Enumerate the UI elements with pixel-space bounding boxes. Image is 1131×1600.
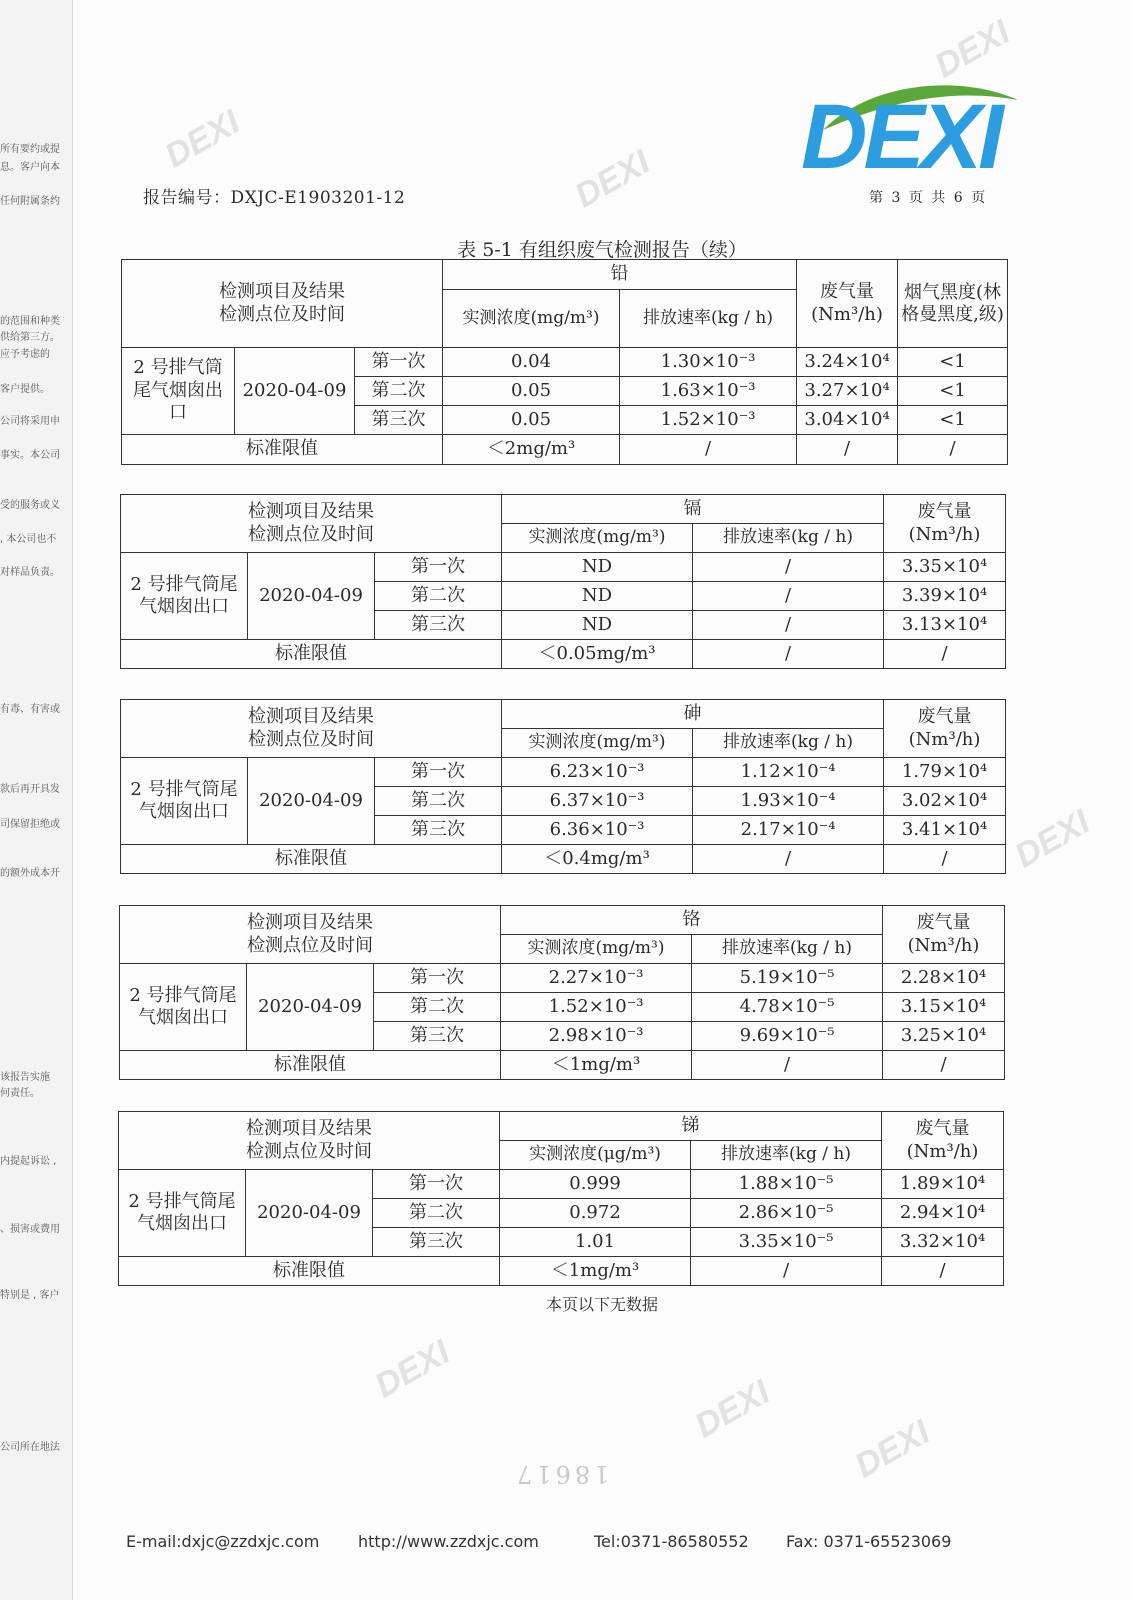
location-cell: 2 号排气筒尾气烟囱出口	[121, 553, 248, 640]
concentration-header: 实测浓度(mg/m³)	[502, 729, 693, 758]
no-more-data-note: 本页以下无数据	[545, 1295, 658, 1314]
element-name: 锑	[500, 1112, 882, 1141]
date-cell: 2020-04-09	[248, 553, 375, 640]
smoke-blackness-header: 烟气黑度(林格曼黑度,级)	[898, 260, 1008, 348]
run-label: 第二次	[374, 993, 501, 1022]
concentration-value: ND	[502, 582, 693, 611]
concentration-header: 实测浓度(mg/m³)	[443, 290, 620, 348]
rate-value: 3.35×10⁻⁵	[691, 1228, 882, 1257]
rate-value: /	[693, 582, 884, 611]
concentration-value: ND	[502, 611, 693, 640]
gas-volume-value: 3.24×10⁴	[797, 348, 898, 377]
header-cell: 检测项目及结果 检测点位及时间	[122, 260, 443, 348]
limit-gas-volume: /	[797, 435, 898, 465]
stamp-number: 18617	[513, 1460, 610, 1488]
concentration-header: 实测浓度(μg/m³)	[500, 1141, 691, 1170]
gas-volume-value: 2.94×10⁴	[882, 1199, 1004, 1228]
gas-volume-value: 3.15×10⁴	[883, 993, 1005, 1022]
gas-volume-header: 废气量 (Nm³/h)	[797, 260, 898, 348]
left-fragment-text: 有毒、有害或	[0, 704, 60, 715]
left-fragment-text: 对样品负责。	[0, 567, 60, 578]
date-cell: 2020-04-09	[246, 1170, 373, 1257]
footer-email: E-mail:dxjc@zzdxjc.com	[126, 1532, 320, 1551]
gas-volume-header: 废气量 (Nm³/h)	[883, 906, 1005, 964]
watermark: DEXI	[688, 1372, 777, 1446]
concentration-value: 1.52×10⁻³	[501, 993, 692, 1022]
location-cell: 2 号排气筒尾气烟囱出口	[122, 348, 235, 435]
header-cell: 检测项目及结果 检测点位及时间	[121, 700, 502, 758]
limit-rate: /	[691, 1257, 882, 1286]
left-fragment-text: 客户提供。	[0, 384, 50, 395]
limit-rate: /	[692, 1051, 883, 1080]
concentration-value: ND	[502, 553, 693, 582]
footer-website: http://www.zzdxjc.com	[358, 1532, 539, 1551]
run-label: 第一次	[373, 1170, 500, 1199]
footer-phone: Tel:0371-86580552	[594, 1532, 749, 1551]
rate-value: 1.52×10⁻³	[620, 406, 797, 435]
left-fragment-text: 该报告实施	[0, 1072, 50, 1083]
concentration-value: 0.04	[443, 348, 620, 377]
gas-volume-value: 3.13×10⁴	[884, 611, 1006, 640]
rate-header: 排放速率(kg / h)	[693, 524, 884, 553]
left-fragment-text: 息。客户向本	[0, 162, 60, 173]
left-fragment-text: 受的服务或义	[0, 500, 60, 511]
run-label: 第一次	[375, 758, 502, 787]
concentration-value: 0.972	[500, 1199, 691, 1228]
left-fragment-text: 供给第三方。	[0, 332, 60, 343]
blackness-value: <1	[898, 377, 1008, 406]
left-fragment-text: 特别是 , 客户	[0, 1290, 60, 1301]
concentration-header: 实测浓度(mg/m³)	[502, 524, 693, 553]
header-cell: 检测项目及结果 检测点位及时间	[119, 1112, 500, 1170]
antimony-table	[118, 1111, 1004, 1286]
date-cell: 2020-04-09	[235, 348, 355, 435]
rate-value: 1.63×10⁻³	[620, 377, 797, 406]
footer-fax: Fax: 0371-65523069	[786, 1532, 952, 1551]
left-fragment-text: 司保留拒绝或	[0, 819, 60, 830]
run-label: 第一次	[375, 553, 502, 582]
location-cell: 2 号排气筒尾气烟囱出口	[119, 1170, 246, 1257]
gas-volume-header: 废气量 (Nm³/h)	[882, 1112, 1004, 1170]
rate-value: 1.12×10⁻⁴	[693, 758, 884, 787]
concentration-value: 2.98×10⁻³	[501, 1022, 692, 1051]
gas-volume-value: 3.32×10⁴	[882, 1228, 1004, 1257]
gas-volume-value: 3.25×10⁴	[883, 1022, 1005, 1051]
arsenic-table	[120, 699, 1006, 874]
gas-volume-header: 废气量 (Nm³/h)	[884, 495, 1006, 553]
gas-volume-value: 3.04×10⁴	[797, 406, 898, 435]
left-fragment-text: 事实。本公司	[0, 450, 60, 461]
run-label: 第三次	[375, 816, 502, 845]
page-number: 第 3 页 共 6 页	[869, 190, 988, 206]
run-label: 第二次	[375, 582, 502, 611]
rate-value: 4.78×10⁻⁵	[692, 993, 883, 1022]
table-caption: 表 5-1 有组织废气检测报告（续）	[457, 239, 747, 261]
cadmium-table	[120, 494, 1006, 669]
left-fragment-text: 内提起诉讼 ,	[0, 1156, 57, 1167]
element-name: 镉	[502, 495, 884, 524]
watermark: DEXI	[1008, 802, 1097, 876]
rate-value: 2.17×10⁻⁴	[693, 816, 884, 845]
concentration-value: 0.999	[500, 1170, 691, 1199]
watermark: DEXI	[568, 142, 657, 216]
dexi-logo	[793, 70, 1033, 180]
rate-value: 5.19×10⁻⁵	[692, 964, 883, 993]
rate-value: /	[693, 611, 884, 640]
limit-label: 标准限值	[122, 435, 443, 465]
limit-concentration: ＜1mg/m³	[501, 1051, 692, 1080]
run-label: 第一次	[355, 348, 443, 377]
limit-rate: /	[693, 640, 884, 669]
blackness-value: <1	[898, 406, 1008, 435]
location-cell: 2 号排气筒尾气烟囱出口	[120, 964, 247, 1051]
limit-gas-volume: /	[882, 1257, 1004, 1286]
report-number: 报告编号：DXJC-E1903201-12	[143, 188, 406, 208]
run-label: 第三次	[373, 1228, 500, 1257]
element-name: 砷	[502, 700, 884, 729]
concentration-value: 0.05	[443, 377, 620, 406]
limit-gas-volume: /	[883, 1051, 1005, 1080]
rate-header: 排放速率(kg / h)	[693, 729, 884, 758]
gas-volume-value: 3.35×10⁴	[884, 553, 1006, 582]
left-fragment-text: 应予考虑的	[0, 349, 50, 360]
rate-value: 1.93×10⁻⁴	[693, 787, 884, 816]
limit-label: 标准限值	[121, 845, 502, 874]
limit-concentration: ＜1mg/m³	[500, 1257, 691, 1286]
rate-value: 1.88×10⁻⁵	[691, 1170, 882, 1199]
rate-header: 排放速率(kg / h)	[692, 935, 883, 964]
run-label: 第二次	[373, 1199, 500, 1228]
gas-volume-value: 3.02×10⁴	[884, 787, 1006, 816]
run-label: 第三次	[375, 611, 502, 640]
limit-concentration: ＜0.4mg/m³	[502, 845, 693, 874]
location-cell: 2 号排气筒尾气烟囱出口	[121, 758, 248, 845]
run-label: 第二次	[355, 377, 443, 406]
concentration-value: 6.36×10⁻³	[502, 816, 693, 845]
rate-value: 9.69×10⁻⁵	[692, 1022, 883, 1051]
limit-concentration: ＜0.05mg/m³	[502, 640, 693, 669]
limit-rate: /	[620, 435, 797, 465]
chromium-table	[119, 905, 1005, 1080]
previous-page-strip	[0, 0, 73, 1600]
gas-volume-value: 1.79×10⁴	[884, 758, 1006, 787]
lead-table	[121, 259, 1008, 465]
rate-header: 排放速率(kg / h)	[691, 1141, 882, 1170]
run-label: 第三次	[374, 1022, 501, 1051]
gas-volume-value: 3.39×10⁴	[884, 582, 1006, 611]
gas-volume-value: 1.89×10⁴	[882, 1170, 1004, 1199]
gas-volume-value: 2.28×10⁴	[883, 964, 1005, 993]
run-label: 第一次	[374, 964, 501, 993]
rate-header: 排放速率(kg / h)	[620, 290, 797, 348]
header-cell: 检测项目及结果 检测点位及时间	[121, 495, 502, 553]
left-fragment-text: 公司所在地法	[0, 1442, 60, 1453]
left-fragment-text: 的额外成本开	[0, 868, 60, 879]
element-name: 铅	[443, 260, 797, 290]
blackness-value: <1	[898, 348, 1008, 377]
element-name: 铬	[501, 906, 883, 935]
left-fragment-text: 款后再开具发	[0, 784, 60, 795]
concentration-value: 6.23×10⁻³	[502, 758, 693, 787]
rate-value: 2.86×10⁻⁵	[691, 1199, 882, 1228]
left-fragment-text: 、损害或费用	[0, 1224, 60, 1235]
date-cell: 2020-04-09	[248, 758, 375, 845]
concentration-value: 0.05	[443, 406, 620, 435]
report-page	[73, 0, 1131, 1600]
watermark: DEXI	[848, 1412, 937, 1486]
left-fragment-text: 任何附属条约	[0, 196, 60, 207]
limit-label: 标准限值	[119, 1257, 500, 1286]
left-fragment-text: 的范围和种类	[0, 316, 60, 327]
limit-rate: /	[693, 845, 884, 874]
concentration-value: 6.37×10⁻³	[502, 787, 693, 816]
watermark: DEXI	[368, 1332, 457, 1406]
svg-text:DEXI: DEXI	[801, 86, 1000, 180]
rate-value: 1.30×10⁻³	[620, 348, 797, 377]
limit-label: 标准限值	[121, 640, 502, 669]
date-cell: 2020-04-09	[247, 964, 374, 1051]
left-fragment-text: 所有要约或提	[0, 144, 60, 155]
limit-gas-volume: /	[884, 845, 1006, 874]
gas-volume-value: 3.41×10⁴	[884, 816, 1006, 845]
run-label: 第二次	[375, 787, 502, 816]
left-fragment-text: , 本公司也不	[0, 534, 57, 545]
limit-gas-volume: /	[884, 640, 1006, 669]
left-fragment-text: 何责任。	[0, 1088, 40, 1099]
gas-volume-header: 废气量 (Nm³/h)	[884, 700, 1006, 758]
watermark: DEXI	[928, 12, 1017, 86]
concentration-header: 实测浓度(mg/m³)	[501, 935, 692, 964]
header-cell: 检测项目及结果 检测点位及时间	[120, 906, 501, 964]
limit-concentration: ＜2mg/m³	[443, 435, 620, 465]
concentration-value: 2.27×10⁻³	[501, 964, 692, 993]
limit-blackness: /	[898, 435, 1008, 465]
watermark: DEXI	[158, 102, 247, 176]
left-fragment-text: 公司将采用申	[0, 416, 60, 427]
gas-volume-value: 3.27×10⁴	[797, 377, 898, 406]
concentration-value: 1.01	[500, 1228, 691, 1257]
run-label: 第三次	[355, 406, 443, 435]
limit-label: 标准限值	[120, 1051, 501, 1080]
rate-value: /	[693, 553, 884, 582]
